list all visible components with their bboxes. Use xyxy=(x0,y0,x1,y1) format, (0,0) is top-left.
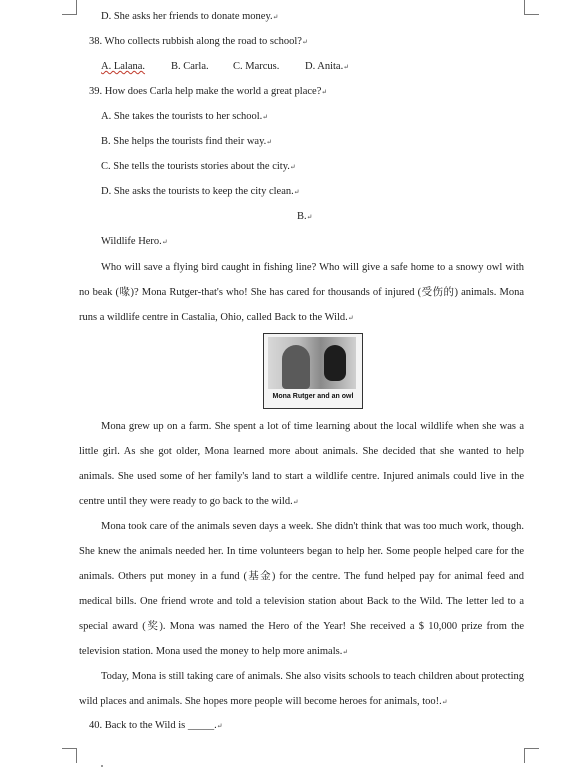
paragraph-mark: ↵ xyxy=(293,188,300,196)
q38-option-d: D. Anita. xyxy=(305,61,344,72)
crop-mark-bottom-right xyxy=(524,748,539,763)
q38-options xyxy=(101,60,349,74)
photo-figure xyxy=(263,333,363,409)
paragraph-mark: ↵ xyxy=(216,722,223,730)
q38-option-a: A. Lalana. xyxy=(101,61,146,72)
q40-question-text: 40. Back to the Wild is _____. xyxy=(89,720,217,731)
section-label-text: B. xyxy=(297,211,307,222)
paragraph-1-text: Who will save a flying bird caught in fishing line? Who will give a safe home to a snowy owl with no beak (喙)? Mona Rutger-that's who! She has cared for thousands of injured (受伤的) animals. Mona runs a wildlife centre in Castalia, Ohio, called Back to the Wild. xyxy=(79,262,524,323)
paragraph-mark: ↵ xyxy=(306,213,313,221)
article-paragraph-4 xyxy=(79,664,524,715)
paragraph-2-text: Mona grew up on a farm. She spent a lot of time learning about the local wildlife when she was a little girl. As she got older, Mona learned more about animals. She decided that she wanted to help animals. She used some of her family's land to start a wildlife centre. Injured animals could live in the centre until they were ready to go back to the wild. xyxy=(79,421,524,507)
person-figure xyxy=(282,345,310,389)
q39-option-d xyxy=(101,185,300,199)
q39-option-d-text: D. She asks the tourists to keep the city clean. xyxy=(101,186,294,197)
footer-dot xyxy=(101,765,103,767)
article-paragraph-2 xyxy=(79,414,524,515)
q39-option-a-text: A. She takes the tourists to her school. xyxy=(101,111,263,122)
q39-option-c-text: C. She tells the tourists stories about the city. xyxy=(101,161,290,172)
crop-mark-top-right xyxy=(524,0,539,15)
q38-option-b: B. Carla. xyxy=(171,61,209,72)
crop-mark-bottom-left xyxy=(62,748,77,763)
paragraph-mark: ↵ xyxy=(272,13,279,21)
article-title-text: Wildlife Hero. xyxy=(101,236,162,247)
owl-figure xyxy=(324,345,346,381)
paragraph-mark: ↵ xyxy=(292,498,299,506)
q38-question-text: 38. Who collects rubbish along the road to school? xyxy=(89,36,302,47)
q38-option-c: C. Marcus. xyxy=(233,61,280,72)
paragraph-mark: ↵ xyxy=(161,238,168,246)
paragraph-mark: ↵ xyxy=(441,698,448,706)
paragraph-mark: ↵ xyxy=(262,113,269,121)
q39-option-c xyxy=(101,160,296,174)
crop-mark-top-left xyxy=(62,0,77,15)
section-label xyxy=(297,210,313,224)
q39-question-text: 39. How does Carla help make the world a great place? xyxy=(89,86,322,97)
article-paragraph-1 xyxy=(79,255,524,331)
q39-option-b xyxy=(101,135,272,149)
q40-question xyxy=(89,719,223,733)
article-paragraph-3 xyxy=(79,514,524,665)
q38-question xyxy=(89,35,308,49)
paragraph-mark: ↵ xyxy=(347,314,354,322)
q37-option-d xyxy=(101,10,279,24)
paragraph-mark: ↵ xyxy=(321,88,328,96)
paragraph-3-text: Mona took care of the animals seven days a week. She didn't think that was too much work, though. She knew the animals needed her. In time volunteers began to help her. Some people helped care for the animals. Others put money in a fund (基金) for the centre. The fund helped pay for animal feed and medical bills. One friend wrote and told a television station about Back to the Wild. The letter led to a special award (奖). Mona was named the Hero of the Year! She received a $ 10,000 prize from the television station. Mona used the money to help more animals. xyxy=(79,521,524,657)
photo-image xyxy=(268,337,356,389)
paragraph-mark: ↵ xyxy=(342,648,349,656)
paragraph-4-text: Today, Mona is still taking care of animals. She also visits schools to teach children about protecting wild places and animals. She hopes more people will become heroes for animals, too!. xyxy=(79,671,524,707)
q39-question xyxy=(89,85,327,99)
q39-option-b-text: B. She helps the tourists find their way. xyxy=(101,136,267,147)
q39-option-a xyxy=(101,110,268,124)
paragraph-mark: ↵ xyxy=(343,63,350,71)
photo-caption: Mona Rutger and an owl xyxy=(272,393,354,400)
paragraph-mark: ↵ xyxy=(301,38,308,46)
paragraph-mark: ↵ xyxy=(289,163,296,171)
q37-option-d-text: D. She asks her friends to donate money. xyxy=(101,11,273,22)
article-title xyxy=(101,235,168,249)
paragraph-mark: ↵ xyxy=(266,138,273,146)
